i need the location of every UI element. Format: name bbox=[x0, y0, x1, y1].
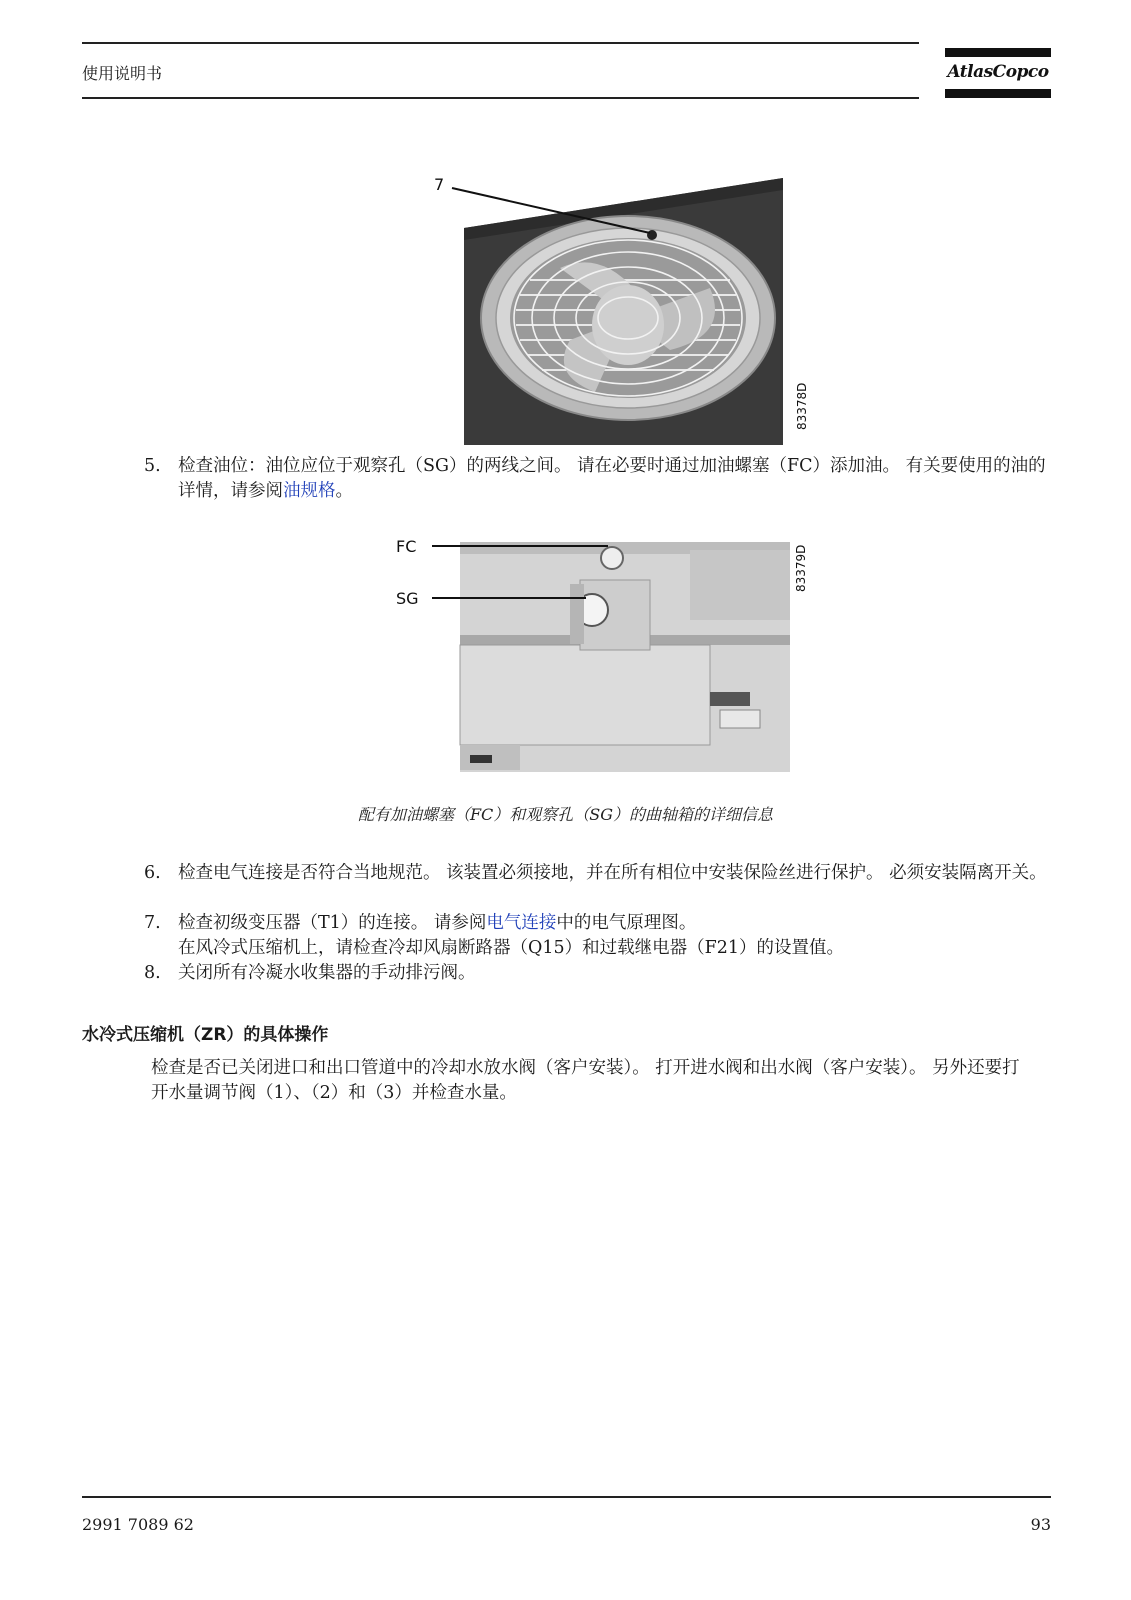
label-sg: SG bbox=[396, 589, 419, 608]
document-title: 使用说明书 bbox=[82, 64, 163, 83]
section-heading: 水冷式压缩机（ZR）的具体操作 bbox=[82, 1025, 329, 1045]
step-5-text-before: 检查油位：油位应位于观察孔（SG）的两线之间。 请在必要时通过加油螺塞（FC）添加油。 有关要使用的油的详情，请参阅 bbox=[178, 456, 1046, 501]
figure2-code: 83379D bbox=[794, 544, 808, 592]
callout-7: 7 bbox=[434, 175, 445, 194]
step-7-extra-text: 在风冷式压缩机上，请检查冷却风扇断路器（Q15）和过载继电器（F21）的设置值。 bbox=[178, 938, 845, 958]
figure-caption: 配有加油螺塞（FC）和观察孔（SG）的曲轴箱的详细信息 bbox=[357, 805, 774, 824]
step-8-text: 关闭所有冷凝水收集器的手动排污阀。 bbox=[178, 963, 476, 983]
step-6-number: 6. bbox=[144, 863, 161, 883]
header-bottom-rule bbox=[82, 97, 919, 99]
footer-rule bbox=[82, 1496, 1051, 1498]
step-7-text-after: 中的电气原理图。 bbox=[556, 913, 697, 933]
crankcase-figure bbox=[390, 540, 820, 778]
step-5-text-after: 。 bbox=[335, 481, 353, 501]
step-8-number: 8. bbox=[144, 963, 161, 983]
oil-spec-link[interactable]: 油规格 bbox=[283, 481, 336, 501]
atlas-copco-logo bbox=[945, 48, 1051, 98]
page-number: 93 bbox=[1030, 1515, 1051, 1534]
step-7-number: 7. bbox=[144, 913, 161, 933]
step-5-text bbox=[178, 454, 1050, 504]
step-5-number: 5. bbox=[144, 456, 161, 476]
document-number: 2991 7089 62 bbox=[82, 1515, 194, 1534]
step-7-text-before: 检查初级变压器（T1）的连接。 请参阅 bbox=[178, 913, 487, 933]
figure1-code: 83378D bbox=[795, 382, 809, 430]
step-6-text: 检查电气连接是否符合当地规范。 该装置必须接地，并在所有相位中安装保险丝进行保护。 必须安装隔离开关。 bbox=[178, 863, 1047, 883]
section-body: 检查是否已关闭进口和出口管道中的冷却水放水阀（客户安装）。 打开进水阀和出水阀（客户安装）。 另外还要打开水量调节阀（1）、（2）和（3）并检查水量。 bbox=[151, 1058, 1020, 1103]
header-top-rule bbox=[82, 42, 919, 44]
fan-figure bbox=[430, 170, 820, 448]
step-7-text bbox=[178, 911, 1050, 936]
electrical-connection-link[interactable]: 电气连接 bbox=[486, 913, 557, 933]
logo-wordmark: AtlasCopco bbox=[947, 62, 1049, 82]
label-fc: FC bbox=[396, 540, 417, 556]
